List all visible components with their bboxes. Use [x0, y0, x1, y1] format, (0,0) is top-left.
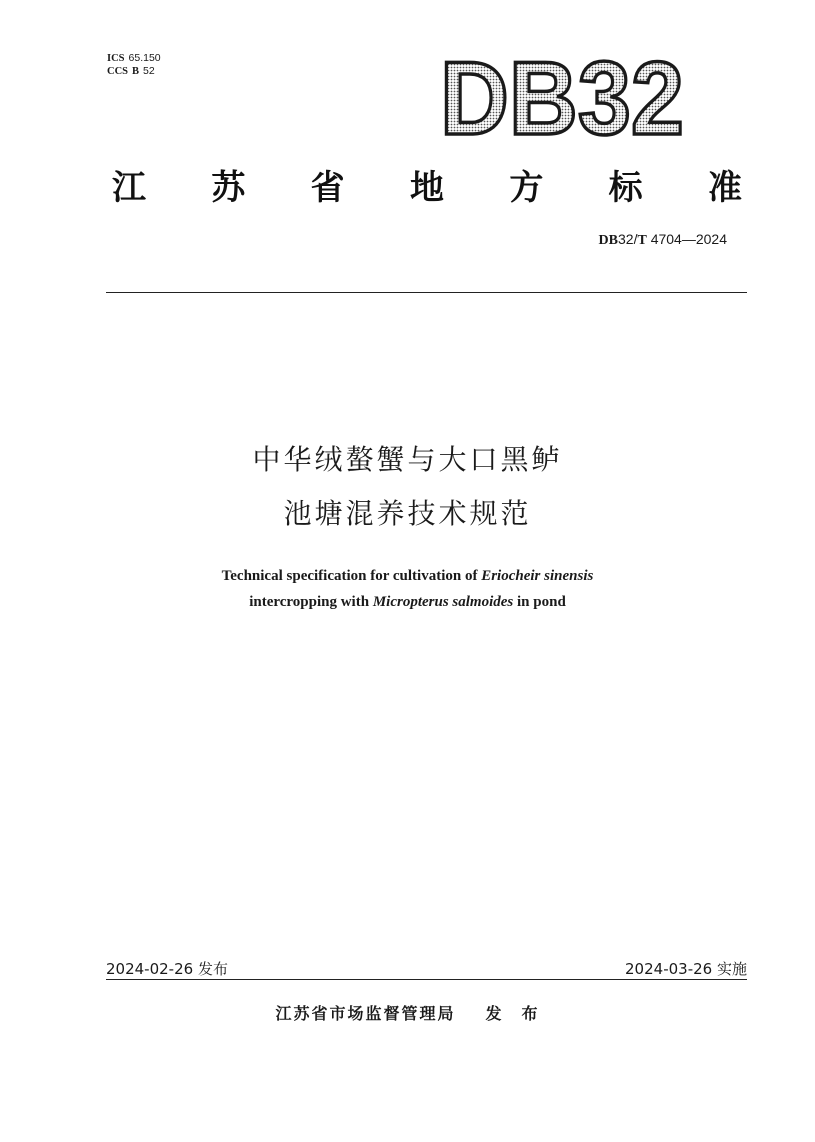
std-char: 方 [509, 167, 544, 208]
std-char: 准 [707, 167, 742, 208]
classification-codes [107, 52, 161, 78]
english-title-line1: Technical specification for cultivation of Eriocheir sinensis [221, 568, 594, 584]
ics-code: ICS 65.150 [107, 52, 161, 64]
english-title-line2: intercropping with Micropterus salmoides in pond [249, 594, 566, 610]
header-divider [106, 292, 747, 293]
ccs-code: CCS B 52 [107, 65, 155, 77]
issuing-authority: 江苏省市场监督管理局 发 布 [275, 1004, 540, 1023]
std-char: 标 [608, 167, 643, 208]
std-char: 江 [112, 167, 146, 208]
implementation-date: 2024-03-26 实施 [625, 960, 747, 978]
std-char: 苏 [211, 167, 246, 208]
std-char: 地 [409, 167, 444, 208]
std-char: 省 [310, 167, 345, 208]
release-date: 2024-02-26 发布 [106, 960, 228, 978]
db32-logo [438, 48, 688, 144]
footer-divider [106, 979, 747, 980]
standard-type-title [112, 160, 742, 208]
chinese-title-line2: 池塘混养技术规范 [283, 497, 532, 530]
svg-text:DB32: DB32 [440, 48, 684, 144]
document-number: DB32/T 4704—2024 [598, 231, 727, 248]
chinese-title-line1: 中华绒螯蟹与大口黑鲈 [252, 443, 563, 476]
